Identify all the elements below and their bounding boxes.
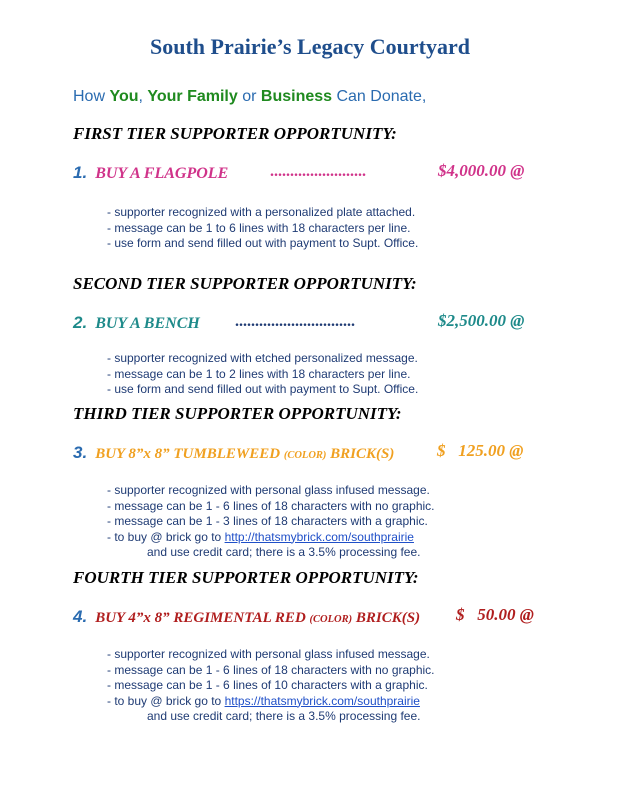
buy-prefix: - to buy @ brick go to bbox=[107, 693, 225, 708]
intro-you: You bbox=[109, 88, 139, 105]
intro-business: Business bbox=[260, 88, 333, 105]
bullet: - supporter recognized with a personalized plate attached. bbox=[107, 205, 416, 219]
tier-2-heading: SECOND TIER SUPPORTER OPPORTUNITY: bbox=[73, 274, 417, 293]
bullet: - supporter recognized with personal glass infused message. bbox=[107, 647, 430, 661]
brick-link[interactable]: http://thatsmybrick.com/southprairie bbox=[224, 529, 414, 544]
bullet: - message can be 1 - 6 lines of 18 characters with no graphic. bbox=[107, 662, 435, 677]
tier-1-item bbox=[73, 163, 228, 183]
buy-prefix: - to buy @ brick go to bbox=[107, 529, 225, 544]
tier-4-heading: FOURTH TIER SUPPORTER OPPORTUNITY: bbox=[73, 568, 419, 587]
intro-end: Can Donate, bbox=[332, 88, 427, 105]
bullet-buy bbox=[107, 530, 435, 546]
tier-1-bullets bbox=[107, 205, 418, 252]
bullet: - supporter recognized with etched personalized message. bbox=[107, 351, 418, 365]
tier-1-dots: ........................ bbox=[270, 163, 366, 180]
bullet: - message can be 1 to 2 lines with 18 characters per line. bbox=[107, 366, 411, 381]
tier-3-bullets bbox=[107, 483, 435, 561]
tier-4-color-note: (COLOR) bbox=[309, 614, 353, 625]
intro-comma: , bbox=[138, 88, 148, 105]
tier-1-price: $4,000.00 @ bbox=[438, 161, 525, 180]
brick-link[interactable]: https://thatsmybrick.com/southprairie bbox=[224, 693, 420, 708]
bullet: - supporter recognized with personal glass infused message. bbox=[107, 483, 430, 497]
tier-3-item-suffix: BRICK(S) bbox=[326, 446, 395, 462]
tier-1-heading: FIRST TIER SUPPORTER OPPORTUNITY: bbox=[73, 124, 397, 143]
tier-3-color-note: (COLOR) bbox=[283, 450, 327, 461]
page-title: South Prairie’s Legacy Courtyard bbox=[150, 34, 470, 59]
tier-3-item-label: BUY 8”x 8” TUMBLEWEED bbox=[95, 446, 284, 462]
bullet: - message can be 1 - 3 lines of 18 characters with a graphic. bbox=[107, 514, 428, 528]
tier-2-number: 2. bbox=[73, 313, 88, 332]
tier-2-item-label: BUY A BENCH bbox=[95, 315, 200, 332]
bullet: - message can be 1 - 6 lines of 18 characters with no graphic. bbox=[107, 498, 435, 513]
bullet: - message can be 1 to 6 lines with 18 characters per line. bbox=[107, 220, 411, 235]
intro-family: Your Family bbox=[147, 88, 238, 105]
tier-2-price: $2,500.00 @ bbox=[438, 311, 525, 330]
tier-2-dots: .............................. bbox=[235, 313, 355, 330]
tier-3-heading: THIRD TIER SUPPORTER OPPORTUNITY: bbox=[73, 404, 402, 423]
bullet-buy bbox=[107, 694, 435, 710]
tier-4-price: $ 50.00 @ bbox=[456, 605, 534, 624]
tier-4-item-suffix: BRICK(S) bbox=[352, 610, 421, 626]
tier-4-item bbox=[73, 607, 420, 627]
tier-2-bullets bbox=[107, 351, 418, 398]
buy-suffix: and use credit card; there is a 3.5% processing fee. bbox=[147, 709, 421, 723]
intro-line bbox=[73, 88, 426, 106]
intro-text: How bbox=[73, 88, 110, 105]
bullet: - message can be 1 - 6 lines of 10 characters with a graphic. bbox=[107, 678, 428, 692]
bullet: - use form and send filled out with payment to Supt. Office. bbox=[107, 382, 419, 396]
tier-3-item bbox=[73, 443, 394, 463]
tier-4-item-label: BUY 4”x 8” REGIMENTAL RED bbox=[95, 610, 310, 626]
tier-4-bullets bbox=[107, 647, 435, 725]
buy-suffix: and use credit card; there is a 3.5% processing fee. bbox=[147, 545, 421, 559]
tier-3-price: $ 125.00 @ bbox=[437, 441, 524, 460]
tier-2-item bbox=[73, 313, 200, 333]
intro-or: or bbox=[237, 88, 261, 105]
tier-1-number: 1. bbox=[73, 163, 88, 182]
bullet: - use form and send filled out with payment to Supt. Office. bbox=[107, 236, 419, 250]
tier-4-number: 4. bbox=[73, 607, 88, 626]
tier-3-number: 3. bbox=[73, 443, 88, 462]
tier-1-item-label: BUY A FLAGPOLE bbox=[95, 165, 229, 182]
